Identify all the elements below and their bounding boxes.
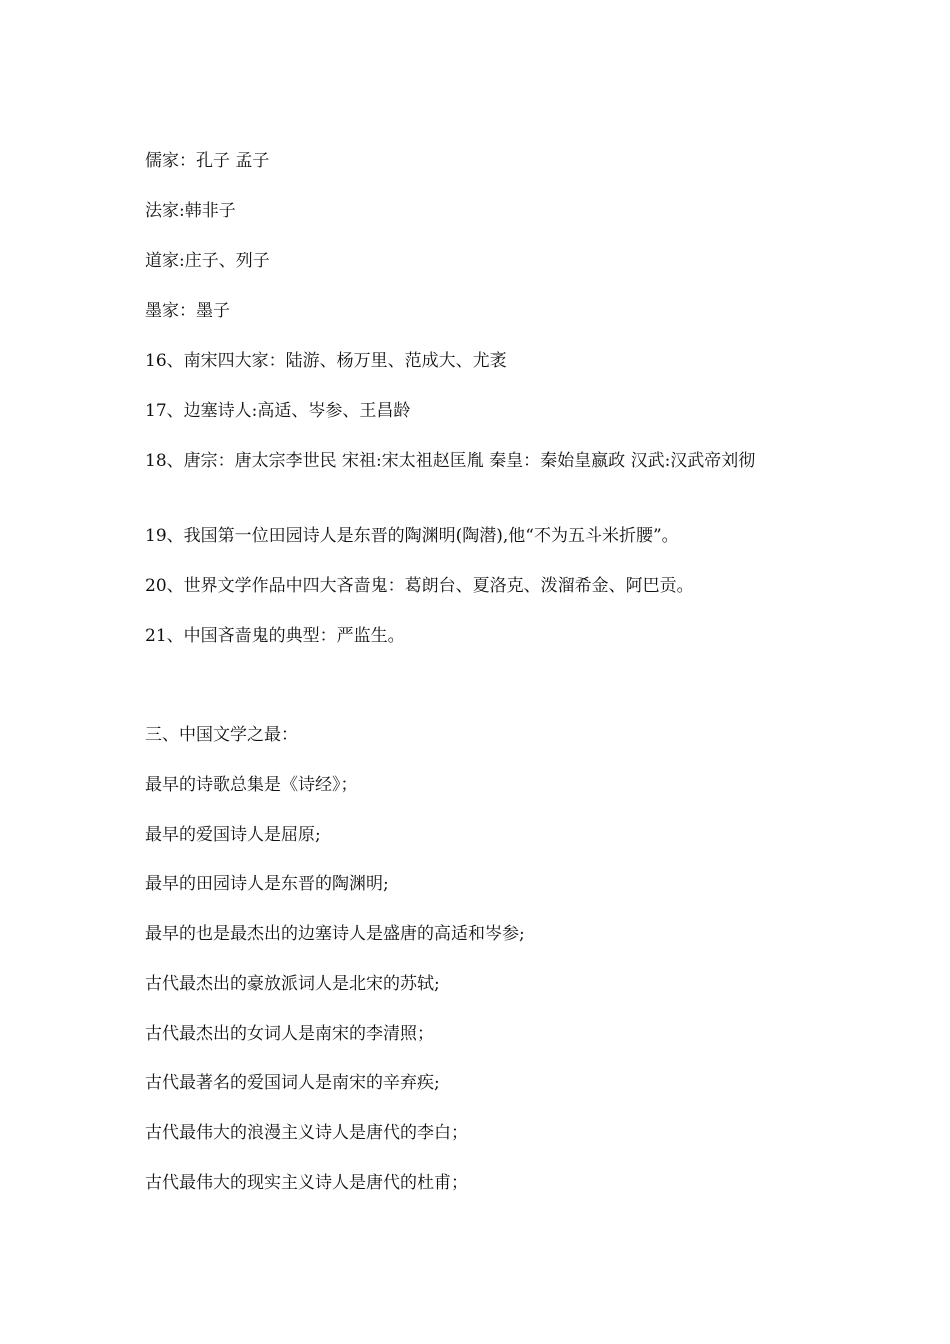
item-19: 19、我国第一位田园诗人是东晋的陶渊明(陶潜),他“不为五斗米折腰”。	[145, 526, 679, 546]
fact-item: 古代最伟大的浪漫主义诗人是唐代的李白；	[145, 1123, 468, 1143]
item-20: 20、世界文学作品中四大吝啬鬼：葛朗台、夏洛克、泼溜希金、阿巴贡。	[145, 576, 694, 596]
fact-item: 最早的田园诗人是东晋的陶渊明;	[145, 874, 389, 894]
fact-item: 古代最著名的爱国词人是南宋的辛弃疾;	[145, 1073, 440, 1093]
item-21: 21、中国吝啬鬼的典型：严监生。	[145, 626, 405, 646]
fact-item: 最早的诗歌总集是《诗经》；	[145, 775, 358, 795]
section-title: 三、中国文学之最：	[145, 725, 298, 745]
school-taoism: 道家:庄子、列子	[145, 251, 270, 271]
fact-item: 古代最杰出的女词人是南宋的李清照；	[145, 1024, 434, 1044]
fact-item: 古代最伟大的现实主义诗人是唐代的杜甫；	[145, 1173, 468, 1193]
item-16: 16、南宋四大家：陆游、杨万里、范成大、尤袤	[145, 351, 507, 371]
fact-item: 最早的也是最杰出的边塞诗人是盛唐的高适和岑参;	[145, 924, 525, 944]
fact-item: 古代最杰出的豪放派词人是北宋的苏轼;	[145, 974, 440, 994]
fact-item: 最早的爱国诗人是屈原;	[145, 825, 321, 845]
school-legalism: 法家:韩非子	[145, 201, 236, 221]
item-18: 18、唐宗：唐太宗李世民 宋祖:宋太祖赵匡胤 秦皇：秦始皇嬴政 汉武:汉武帝刘彻	[145, 451, 756, 471]
school-confucianism: 儒家：孔子 孟子	[145, 151, 270, 171]
item-17: 17、边塞诗人:高适、岑参、王昌龄	[145, 401, 411, 421]
school-mohism: 墨家：墨子	[145, 301, 230, 321]
